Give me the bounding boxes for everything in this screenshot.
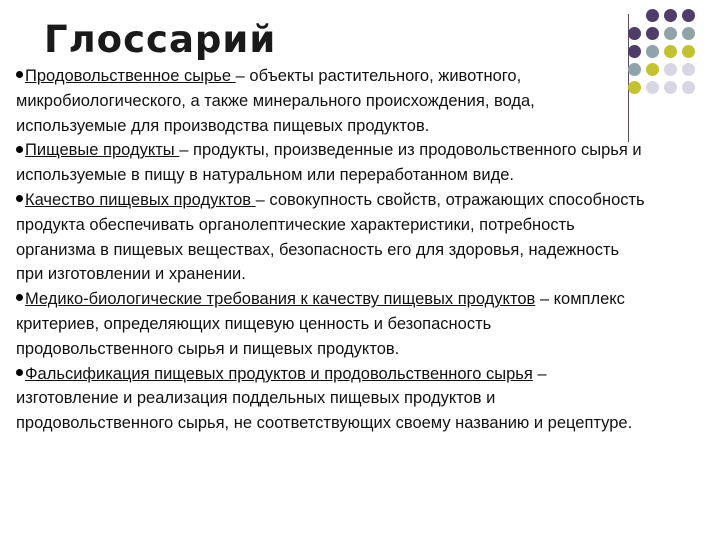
bullet-icon bbox=[16, 195, 23, 202]
glossary-definition: – совокупность свойств, отражающих способность продукта обеспечивать органолептические характеристики, потребность организма в пищевых веществах, безопасность его для здоровья, надежность при изготовлении и хранении. bbox=[16, 190, 645, 284]
glossary-entry bbox=[16, 138, 646, 188]
decorative-dot bbox=[682, 27, 695, 40]
glossary-term: Качество пищевых продуктов bbox=[25, 190, 256, 209]
decorative-dot bbox=[682, 63, 695, 76]
bullet-icon bbox=[16, 294, 23, 301]
bullet-icon bbox=[16, 369, 23, 376]
decorative-dot bbox=[664, 81, 677, 94]
decorative-dot bbox=[628, 27, 641, 40]
decorative-dot bbox=[628, 45, 641, 58]
decorative-dot bbox=[646, 81, 659, 94]
glossary-term: Фальсификация пищевых продуктов и продовольственного сырья bbox=[25, 364, 533, 383]
glossary-list bbox=[16, 64, 646, 436]
glossary-term: Пищевые продукты bbox=[25, 141, 180, 160]
decorative-dot bbox=[646, 63, 659, 76]
glossary-definition: – изготовление и реализация поддельных пищевых продуктов и продовольственного сырья, не соответствующих своему названию и рецептуре. bbox=[16, 364, 633, 433]
glossary-entry bbox=[16, 188, 646, 287]
glossary-definition: – продукты, произведенные из продовольственного сырья и используемые в пищу в натуральном или переработанном виде. bbox=[16, 141, 642, 185]
glossary-entry bbox=[16, 64, 646, 138]
decorative-dot bbox=[646, 45, 659, 58]
glossary-entry bbox=[16, 362, 646, 436]
decorative-dot bbox=[682, 45, 695, 58]
decorative-dot bbox=[682, 81, 695, 94]
glossary-term: Продовольственное сырье bbox=[25, 67, 236, 85]
slide-title: Глоссарий bbox=[44, 18, 277, 61]
decorative-dot bbox=[682, 9, 695, 22]
glossary-definition: – комплекс критериев, определяющих пищевую ценность и безопасность продовольственного сырья и пищевых продуктов. bbox=[16, 290, 625, 358]
bullet-icon bbox=[16, 146, 23, 153]
decorative-dot bbox=[664, 63, 677, 76]
decorative-dot bbox=[664, 45, 677, 58]
decorative-dot bbox=[664, 27, 677, 40]
decorative-dot bbox=[646, 27, 659, 40]
decorative-dot bbox=[646, 9, 659, 22]
glossary-definition: – объекты растительного, животного, микробиологического, а также минерального происхождения, вода, используемые для производства пищевых продуктов. bbox=[16, 67, 535, 135]
glossary-term: Медико-биологические требования к качеству пищевых продуктов bbox=[25, 290, 536, 309]
bullet-icon bbox=[16, 71, 23, 78]
decorative-dot bbox=[664, 9, 677, 22]
glossary-entry bbox=[16, 287, 646, 361]
